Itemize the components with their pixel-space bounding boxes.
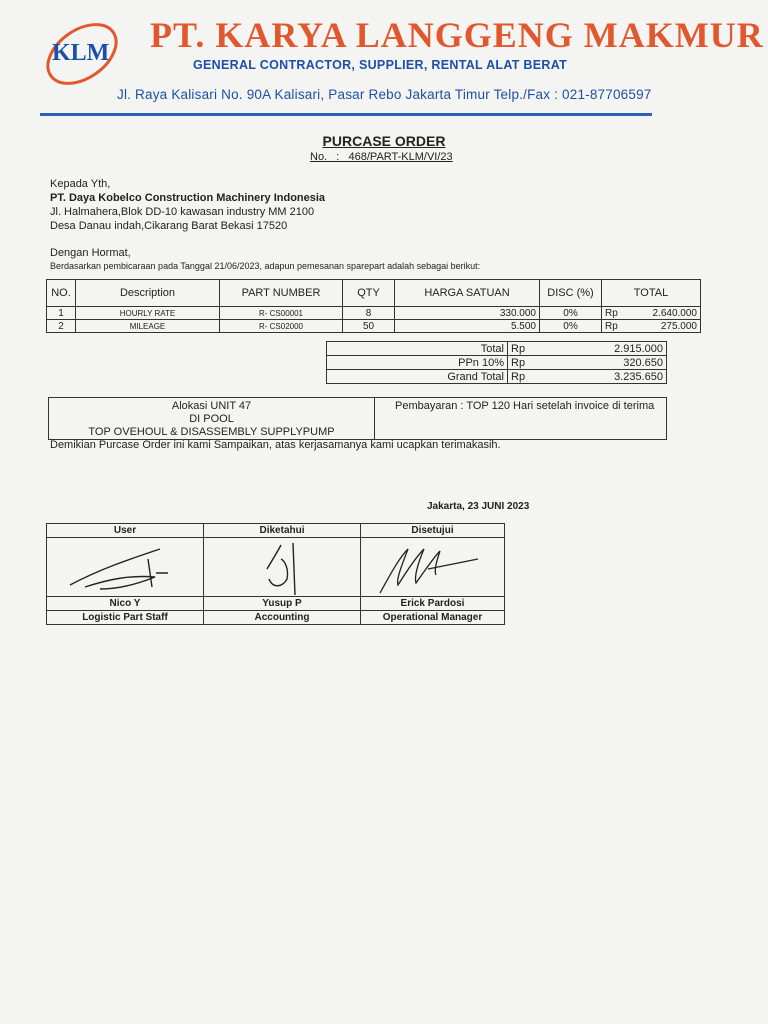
row-currency: Rp <box>602 320 629 333</box>
totals-row <box>327 370 667 384</box>
date-place: Jakarta, 23 JUNI 2023 <box>427 501 530 512</box>
totals-row <box>327 342 667 356</box>
totals-currency: Rp <box>508 370 535 384</box>
row-currency: Rp <box>602 307 629 320</box>
signature-name: Erick Pardosi <box>361 597 505 611</box>
signature-table <box>46 523 505 625</box>
totals-currency: Rp <box>508 342 535 356</box>
signature-name-row <box>47 597 505 611</box>
allocation-divider <box>374 398 375 439</box>
header-part-number: PART NUMBER <box>220 280 343 307</box>
items-table <box>46 279 701 333</box>
company-tagline: GENERAL CONTRACTOR, SUPPLIER, RENTAL ALAT BERAT <box>193 58 568 72</box>
row-disc: 0% <box>540 307 602 320</box>
row-part-number: R- CS00001 <box>220 307 343 320</box>
totals-value: 2.915.000 <box>534 342 667 356</box>
header-no: NO. <box>47 280 76 307</box>
signature-name: Yusup P <box>204 597 361 611</box>
row-no: 2 <box>47 320 76 333</box>
signature-cell <box>361 538 505 597</box>
signature-position: Logistic Part Staff <box>47 611 204 625</box>
table-row <box>47 307 701 320</box>
signature-position-row <box>47 611 505 625</box>
totals-currency: Rp <box>508 356 535 370</box>
totals-row <box>327 356 667 370</box>
allocation-unit: Alokasi UNIT 47 <box>171 400 252 412</box>
totals-label: Grand Total <box>327 370 508 384</box>
company-address: Jl. Raya Kalisari No. 90A Kalisari, Pasar Rebo Jakarta Timur Telp./Fax : 021-87706597 <box>117 87 652 102</box>
signature-scribble <box>217 539 347 595</box>
signature-cell <box>204 538 361 597</box>
document-title: PURCASE ORDER <box>322 133 446 149</box>
totals-label: Total <box>327 342 508 356</box>
company-name: PT. KARYA LANGGENG MAKMUR <box>150 15 764 55</box>
row-total: 275.000 <box>628 320 701 333</box>
signature-role-row <box>47 524 505 538</box>
allocation-location: DI POOL <box>189 413 234 425</box>
allocation-box <box>48 397 667 440</box>
table-row <box>47 320 701 333</box>
company-logo <box>38 14 130 86</box>
signature-role: User <box>47 524 204 538</box>
totals-value: 320.650 <box>534 356 667 370</box>
totals-value: 3.235.650 <box>534 370 667 384</box>
row-qty: 50 <box>343 320 395 333</box>
header-disc: DISC (%) <box>540 280 602 307</box>
signature-position: Operational Manager <box>361 611 505 625</box>
document-number: No. : 468/PART-KLM/VI/23 <box>310 151 453 163</box>
row-qty: 8 <box>343 307 395 320</box>
logo-text: KLM <box>52 40 110 66</box>
header-qty: QTY <box>343 280 395 307</box>
payment-terms: Pembayaran : TOP 120 Hari setelah invoice di terima <box>395 400 655 412</box>
row-unit-price: 330.000 <box>395 307 540 320</box>
row-no: 1 <box>47 307 76 320</box>
signature-position: Accounting <box>204 611 361 625</box>
row-total: 2.640.000 <box>628 307 701 320</box>
signature-image-row <box>47 538 505 597</box>
recipient-company: PT. Daya Kobelco Construction Machinery Indonesia <box>50 192 326 204</box>
recipient-address-1: Jl. Halmahera,Blok DD-10 kawasan industry MM 2100 <box>50 206 315 218</box>
totals-label: PPn 10% <box>327 356 508 370</box>
header-total: TOTAL <box>602 280 701 307</box>
header-unit-price: HARGA SATUAN <box>395 280 540 307</box>
header-divider <box>40 113 652 116</box>
signature-scribble <box>368 539 498 595</box>
row-part-number: R- CS02000 <box>220 320 343 333</box>
recipient-greeting: Kepada Yth, <box>50 178 111 190</box>
recipient-address-2: Desa Danau indah,Cikarang Barat Bekasi 17520 <box>50 220 288 232</box>
signature-cell <box>47 538 204 597</box>
intro-text: Berdasarkan pembicaraan pada Tanggal 21/06/2023, adapun pemesanan sparepart adalah sebagai berikut: <box>50 261 481 271</box>
items-header-row <box>47 280 701 307</box>
signature-name: Nico Y <box>47 597 204 611</box>
signature-role: Diketahui <box>204 524 361 538</box>
row-description: HOURLY RATE <box>76 307 220 320</box>
allocation-job: TOP OVEHOUL & DISASSEMBLY SUPPLYPUMP <box>88 426 335 438</box>
row-unit-price: 5.500 <box>395 320 540 333</box>
closing-text: Demikian Purcase Order ini kami Sampaikan, atas kerjasamanya kami ucapkan terimakasih. <box>50 439 501 451</box>
salutation: Dengan Hormat, <box>50 247 131 259</box>
header-description: Description <box>76 280 220 307</box>
totals-table <box>326 341 667 384</box>
row-disc: 0% <box>540 320 602 333</box>
signature-role: Disetujui <box>361 524 505 538</box>
signature-scribble <box>60 539 190 595</box>
row-description: MILEAGE <box>76 320 220 333</box>
